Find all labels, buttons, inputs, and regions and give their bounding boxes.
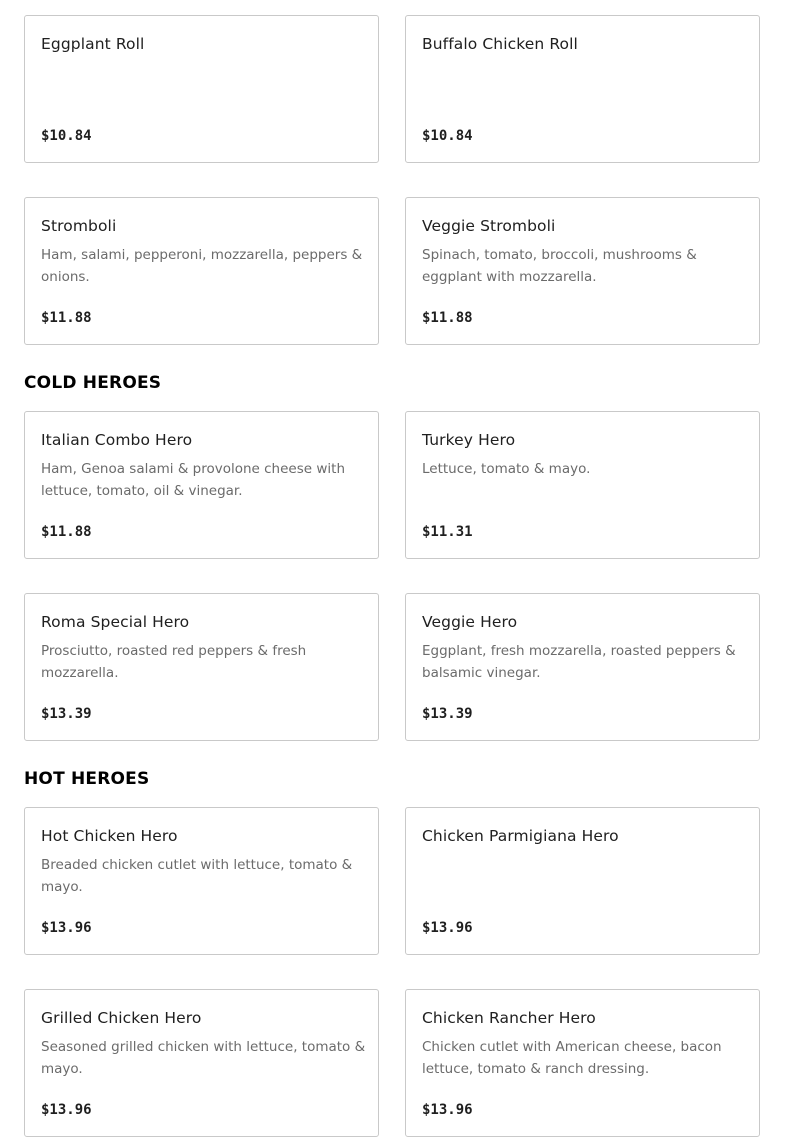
menu-item-name: Buffalo Chicken Roll bbox=[422, 35, 578, 53]
menu-item-card[interactable] bbox=[405, 15, 760, 163]
menu-item-price: $13.96 bbox=[41, 1102, 92, 1118]
menu-item-card[interactable] bbox=[405, 593, 760, 741]
menu-item-price: $13.96 bbox=[422, 920, 473, 936]
menu-item-price: $13.96 bbox=[41, 920, 92, 936]
menu-item-description: Breaded chicken cutlet with lettuce, tomato & mayo. bbox=[41, 857, 353, 895]
menu-item-price: $13.39 bbox=[422, 706, 473, 722]
menu-item-price: $11.88 bbox=[41, 524, 92, 540]
menu-item-name: Veggie Hero bbox=[422, 613, 518, 631]
menu-item-description: Chicken cutlet with American cheese, bacon lettuce, tomato & ranch dressing. bbox=[422, 1039, 722, 1077]
menu-item-description: Prosciutto, roasted red peppers & fresh mozzarella. bbox=[41, 643, 307, 681]
menu-item-card[interactable] bbox=[24, 593, 379, 741]
menu-item-name: Grilled Chicken Hero bbox=[41, 1009, 202, 1027]
menu-item-price: $11.31 bbox=[422, 524, 473, 540]
menu-item-name: Turkey Hero bbox=[422, 431, 516, 449]
menu-item-name: Chicken Rancher Hero bbox=[422, 1009, 596, 1027]
menu-item-card[interactable] bbox=[24, 197, 379, 345]
menu-item-description: Lettuce, tomato & mayo. bbox=[422, 461, 591, 477]
menu-item-name: Stromboli bbox=[41, 217, 117, 235]
menu-item-card[interactable] bbox=[405, 197, 760, 345]
menu-item-card[interactable] bbox=[24, 807, 379, 955]
section-title-hot-heroes: HOT HEROES bbox=[24, 769, 150, 789]
menu-item-price: $13.39 bbox=[41, 706, 92, 722]
menu-item-name: Eggplant Roll bbox=[41, 35, 145, 53]
menu-item-description: Ham, salami, pepperoni, mozzarella, peppers & onions. bbox=[41, 247, 363, 285]
menu-item-name: Chicken Parmigiana Hero bbox=[422, 827, 619, 845]
menu-item-description: Ham, Genoa salami & provolone cheese with lettuce, tomato, oil & vinegar. bbox=[41, 461, 346, 499]
menu-item-description: Seasoned grilled chicken with lettuce, tomato & mayo. bbox=[41, 1039, 366, 1077]
menu-item-description: Eggplant, fresh mozzarella, roasted peppers & balsamic vinegar. bbox=[422, 643, 736, 681]
menu-item-name: Veggie Stromboli bbox=[422, 217, 556, 235]
menu-item-card[interactable] bbox=[24, 411, 379, 559]
menu-item-card[interactable] bbox=[405, 807, 760, 955]
menu-item-name: Italian Combo Hero bbox=[41, 431, 193, 449]
menu-item-description: Spinach, tomato, broccoli, mushrooms & eggplant with mozzarella. bbox=[422, 247, 697, 285]
menu-item-name: Hot Chicken Hero bbox=[41, 827, 178, 845]
menu-item-price: $10.84 bbox=[41, 128, 92, 144]
menu-item-price: $13.96 bbox=[422, 1102, 473, 1118]
menu-item-card[interactable] bbox=[24, 15, 379, 163]
menu-item-card[interactable] bbox=[405, 989, 760, 1137]
menu-item-price: $11.88 bbox=[41, 310, 92, 326]
menu-item-price: $10.84 bbox=[422, 128, 473, 144]
menu-item-price: $11.88 bbox=[422, 310, 473, 326]
section-title-cold-heroes: COLD HEROES bbox=[24, 373, 162, 393]
menu-item-card[interactable] bbox=[24, 989, 379, 1137]
menu-item-card[interactable] bbox=[405, 411, 760, 559]
menu-item-name: Roma Special Hero bbox=[41, 613, 190, 631]
